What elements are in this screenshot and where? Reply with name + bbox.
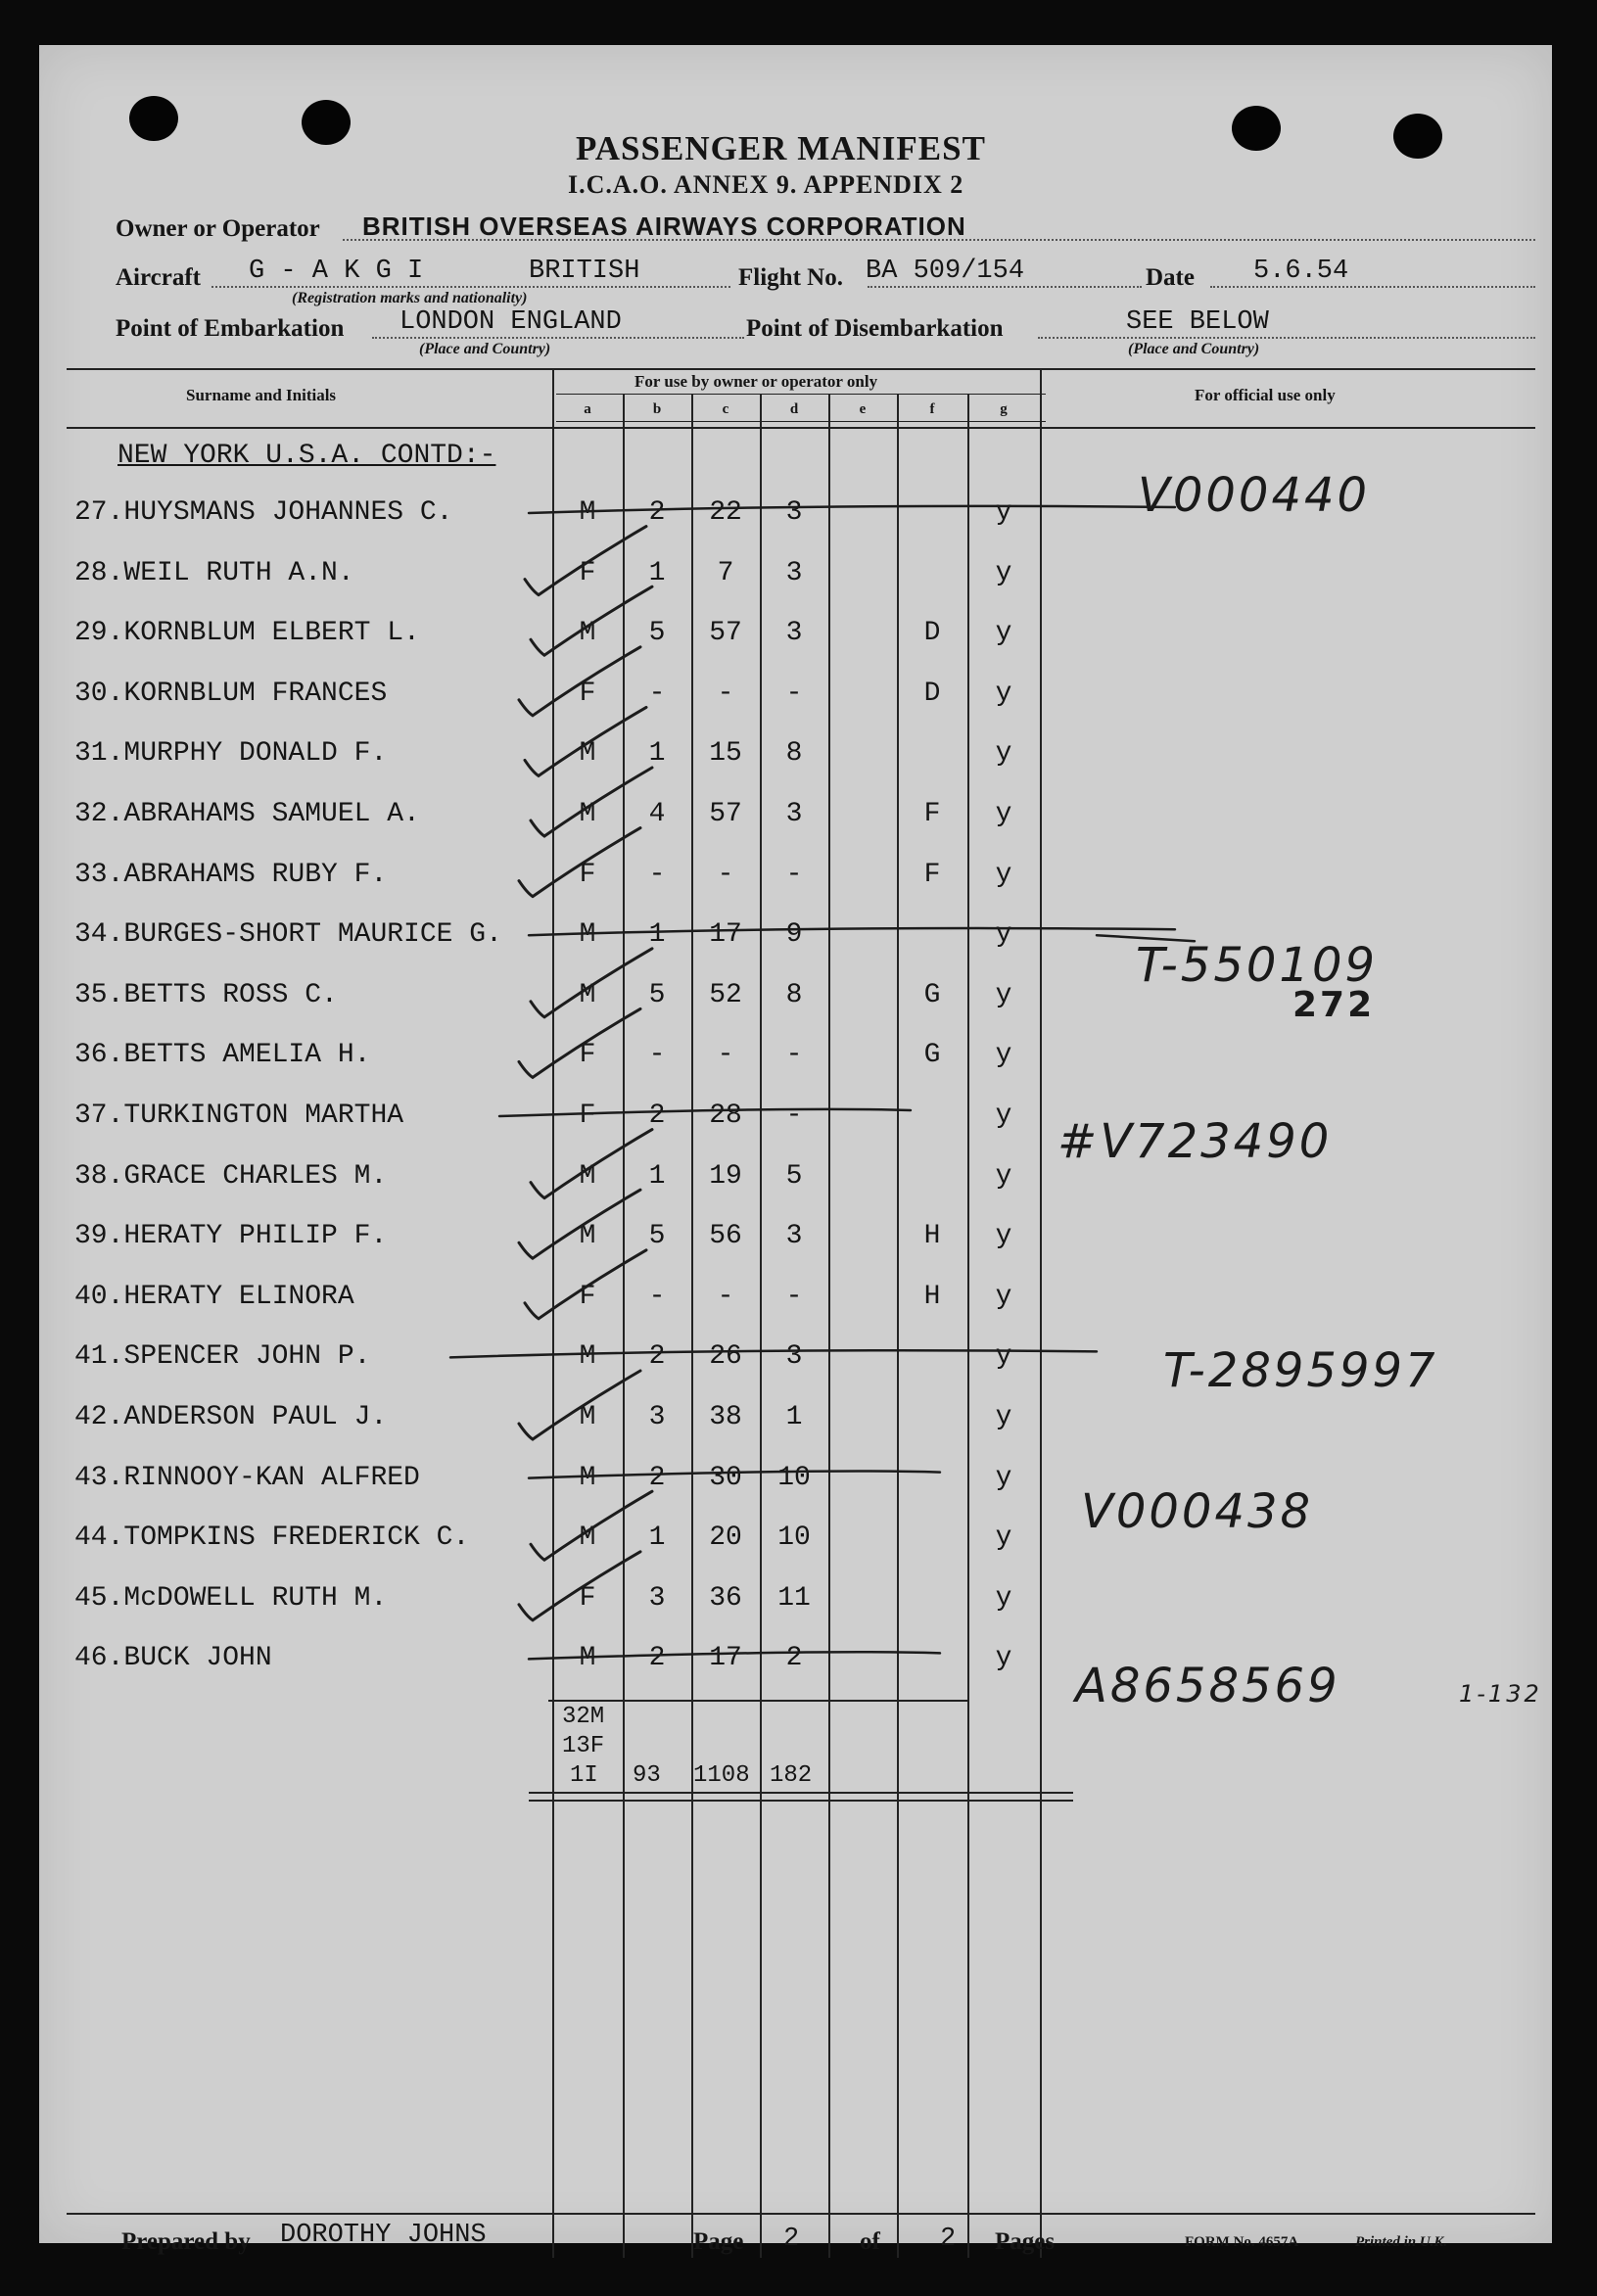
cell-c: 57 [709,618,742,649]
page-total: 2 [940,2225,957,2254]
passenger-name: 45.McDOWELL RUTH M. [74,1582,388,1614]
pen-stroke [529,506,1175,513]
official-note: #V723490 [1057,1114,1333,1169]
of-label: of [860,2228,880,2255]
col-letter-a: a [584,401,591,417]
col-letter-d: d [789,401,799,417]
cell-d: 3 [785,1221,803,1252]
cell-a: F [579,859,596,890]
cell-g: y [995,497,1012,528]
cell-b: 2 [648,497,666,528]
official-note: T-550109 [1136,938,1379,993]
page-subtitle: I.C.A.O. ANNEX 9. APPENDIX 2 [568,170,964,199]
cell-a: M [579,979,596,1010]
cell-g: y [995,1160,1012,1192]
cell-b: 3 [648,1402,666,1432]
cell-f: G [923,1040,941,1071]
cell-c: 30 [709,1462,742,1493]
cell-f: H [923,1281,941,1312]
cell-d: - [785,1101,803,1131]
cell-f: D [923,678,941,709]
pen-stroke [499,1109,911,1116]
date-value: 5.6.54 [1253,257,1349,286]
cell-a: M [579,1462,596,1493]
passenger-name: 37.TURKINGTON MARTHA [74,1101,404,1131]
pen-stroke [525,1250,646,1319]
cell-g: y [995,1281,1012,1312]
official-note: T-2895997 [1163,1343,1438,1398]
official-note: V000438 [1081,1484,1314,1539]
cell-a: F [579,678,596,709]
pen-stroke [531,768,652,836]
total-b: 93 [633,1762,661,1789]
pen-stroke [519,647,640,716]
col-owner-header: For use by owner or operator only [634,372,878,391]
col-letter-g: g [1000,401,1008,417]
passenger-name: 40.HERATY ELINORA [74,1281,354,1312]
cell-c: 20 [709,1523,742,1554]
pen-stroke [531,1491,652,1560]
cell-g: y [995,1462,1012,1493]
section-title: NEW YORK U.S.A. CONTD:- [117,441,496,471]
cell-g: y [995,618,1012,649]
disembark-note: (Place and Country) [1128,341,1260,357]
total-d: 182 [770,1762,813,1789]
cell-b: 2 [648,1341,666,1373]
cell-c: 26 [709,1341,742,1373]
cell-b: 5 [648,618,666,649]
cell-c: 56 [709,1221,742,1252]
cell-g: y [995,738,1012,770]
passenger-name: 43.RINNOOY-KAN ALFRED [74,1462,420,1493]
cell-d: - [785,859,803,890]
cell-a: F [579,557,596,588]
cell-c: 52 [709,979,742,1010]
passenger-name: 29.KORNBLUM ELBERT L. [74,618,420,649]
cell-b: 2 [648,1462,666,1493]
cell-c: 22 [709,497,742,528]
cell-c: 38 [709,1402,742,1432]
col-letter-f: f [929,401,935,417]
cell-a: M [579,1402,596,1432]
cell-d: 3 [785,1341,803,1373]
page-number: 2 [783,2225,800,2254]
cell-d: 9 [785,919,803,951]
disembark-value: SEE BELOW [1126,307,1269,337]
cell-d: 2 [785,1643,803,1674]
cell-c: - [717,1040,734,1071]
cell-c: 17 [709,1643,742,1674]
passenger-name: 46.BUCK JOHN [74,1643,272,1674]
passenger-name: 27.HUYSMANS JOHANNES C. [74,497,453,528]
cell-d: - [785,678,803,709]
pen-stroke [519,828,640,897]
official-note: 1-132 [1459,1680,1542,1708]
total-male: 32M [562,1704,605,1730]
cell-g: y [995,1582,1012,1614]
cell-c: 7 [717,557,734,588]
cell-d: 10 [777,1523,811,1554]
pen-stroke [519,1008,640,1077]
passenger-name: 31.MURPHY DONALD F. [74,738,388,770]
cell-c: 17 [709,919,742,951]
col-official-header: For official use only [1195,386,1336,404]
pen-stroke [529,1652,940,1659]
cell-b: 1 [648,1523,666,1554]
cell-a: M [579,1341,596,1373]
pages-label: Pages [995,2228,1056,2255]
cell-f: G [923,979,941,1010]
cell-g: y [995,979,1012,1010]
cell-d: 3 [785,497,803,528]
pen-marks [39,45,1552,2243]
cell-d: 3 [785,618,803,649]
passenger-name: 42.ANDERSON PAUL J. [74,1402,388,1432]
passenger-name: 28.WEIL RUTH A.N. [74,557,354,588]
cell-g: y [995,1221,1012,1252]
total-female: 13F [562,1733,605,1759]
col-letter-c: c [722,401,729,417]
cell-c: - [717,678,734,709]
cell-f: D [923,618,941,649]
owner-value: BRITISH OVERSEAS AIRWAYS CORPORATION [362,211,966,241]
cell-g: y [995,1643,1012,1674]
cell-g: y [995,919,1012,951]
cell-c: 57 [709,799,742,829]
cell-g: y [995,1402,1012,1432]
pen-stroke [525,707,646,775]
cell-g: y [995,1341,1012,1373]
form-number: FORM No. 4657A [1185,2234,1299,2250]
pen-stroke [450,1350,1097,1357]
cell-d: - [785,1040,803,1071]
cell-a: M [579,618,596,649]
date-label: Date [1146,264,1195,291]
col-letter-b: b [652,401,662,417]
total-infant: 1I [570,1762,598,1789]
cell-c: - [717,859,734,890]
cell-a: M [579,799,596,829]
cell-g: y [995,859,1012,890]
cell-b: - [648,1281,666,1312]
passenger-name: 30.KORNBLUM FRANCES [74,678,388,709]
col-letter-e: e [859,401,867,417]
cell-c: 19 [709,1160,742,1192]
cell-b: - [648,678,666,709]
cell-g: y [995,1101,1012,1131]
pen-stroke [519,1190,640,1258]
passenger-name: 44.TOMPKINS FREDERICK C. [74,1523,470,1554]
pen-stroke [519,1552,640,1620]
cell-b: 1 [648,738,666,770]
cell-a: M [579,1160,596,1192]
cell-a: M [579,1221,596,1252]
pen-stroke [525,527,646,595]
cell-d: 5 [785,1160,803,1192]
cell-b: 2 [648,1643,666,1674]
embark-note: (Place and Country) [419,341,551,357]
aircraft-value: G - A K G I [249,257,424,286]
passenger-name: 33.ABRAHAMS RUBY F. [74,859,388,890]
cell-b: - [648,1040,666,1071]
cell-a: F [579,1101,596,1131]
page-label: Page [693,2228,744,2255]
manifest-sheet [39,45,1552,2255]
passenger-name: 41.SPENCER JOHN P. [74,1341,371,1373]
pen-stroke [519,1371,640,1439]
passenger-name: 35.BETTS ROSS C. [74,979,338,1010]
cell-c: - [717,1281,734,1312]
pen-stroke [529,928,1175,935]
passenger-name: 39.HERATY PHILIP F. [74,1221,388,1252]
cell-a: M [579,919,596,951]
cell-g: y [995,678,1012,709]
prepared-value: DOROTHY JOHNS [280,2221,487,2250]
cell-d: 8 [785,738,803,770]
disembark-label: Point of Disembarkation [746,315,1004,342]
cell-b: 3 [648,1582,666,1614]
flight-label: Flight No. [738,264,843,291]
cell-g: y [995,557,1012,588]
pen-stroke [529,1471,940,1477]
official-note: V000440 [1138,468,1371,523]
cell-b: 5 [648,1221,666,1252]
cell-a: F [579,1582,596,1614]
pen-stroke [531,949,652,1017]
cell-a: F [579,1040,596,1071]
aircraft-label: Aircraft [116,264,201,291]
official-note: A8658569 [1075,1659,1340,1713]
passenger-name: 38.GRACE CHARLES M. [74,1160,388,1192]
passenger-name: 32.ABRAHAMS SAMUEL A. [74,799,420,829]
cell-b: 4 [648,799,666,829]
cell-b: 1 [648,557,666,588]
cell-f: H [923,1221,941,1252]
printed-note: Printed in U.K. [1355,2234,1448,2250]
cell-c: 15 [709,738,742,770]
cell-g: y [995,799,1012,829]
cell-c: 36 [709,1582,742,1614]
cell-a: M [579,738,596,770]
cell-d: 3 [785,799,803,829]
cell-a: F [579,1281,596,1312]
cell-b: 5 [648,979,666,1010]
cell-d: 10 [777,1462,811,1493]
cell-d: 8 [785,979,803,1010]
cell-b: - [648,859,666,890]
cell-d: 1 [785,1402,803,1432]
total-c: 1108 [693,1762,750,1789]
cell-b: 1 [648,1160,666,1192]
cell-g: y [995,1523,1012,1554]
cell-d: 3 [785,557,803,588]
official-note: 272 [1292,985,1376,1025]
cell-c: 28 [709,1101,742,1131]
page-title: PASSENGER MANIFEST [576,129,986,167]
col-surname-header: Surname and Initials [186,386,337,404]
cell-g: y [995,1040,1012,1071]
cell-d: 11 [777,1582,811,1614]
aircraft-nationality: BRITISH [529,257,640,286]
pen-stroke [531,1130,652,1198]
cell-b: 1 [648,919,666,951]
passenger-name: 34.BURGES-SHORT MAURICE G. [74,919,502,951]
passenger-name: 36.BETTS AMELIA H. [74,1040,371,1071]
aircraft-note: (Registration marks and nationality) [292,290,528,306]
cell-a: M [579,1643,596,1674]
cell-f: F [923,799,941,829]
embark-label: Point of Embarkation [116,315,345,342]
pen-stroke [531,586,652,655]
cell-f: F [923,859,941,890]
flight-value: BA 509/154 [866,257,1025,286]
cell-d: - [785,1281,803,1312]
pen-stroke [1097,935,1195,941]
cell-a: M [579,497,596,528]
cell-a: M [579,1523,596,1554]
owner-label: Owner or Operator [116,215,320,242]
cell-b: 2 [648,1101,666,1131]
embark-value: LONDON ENGLAND [399,307,622,337]
prepared-label: Prepared by [121,2228,251,2255]
